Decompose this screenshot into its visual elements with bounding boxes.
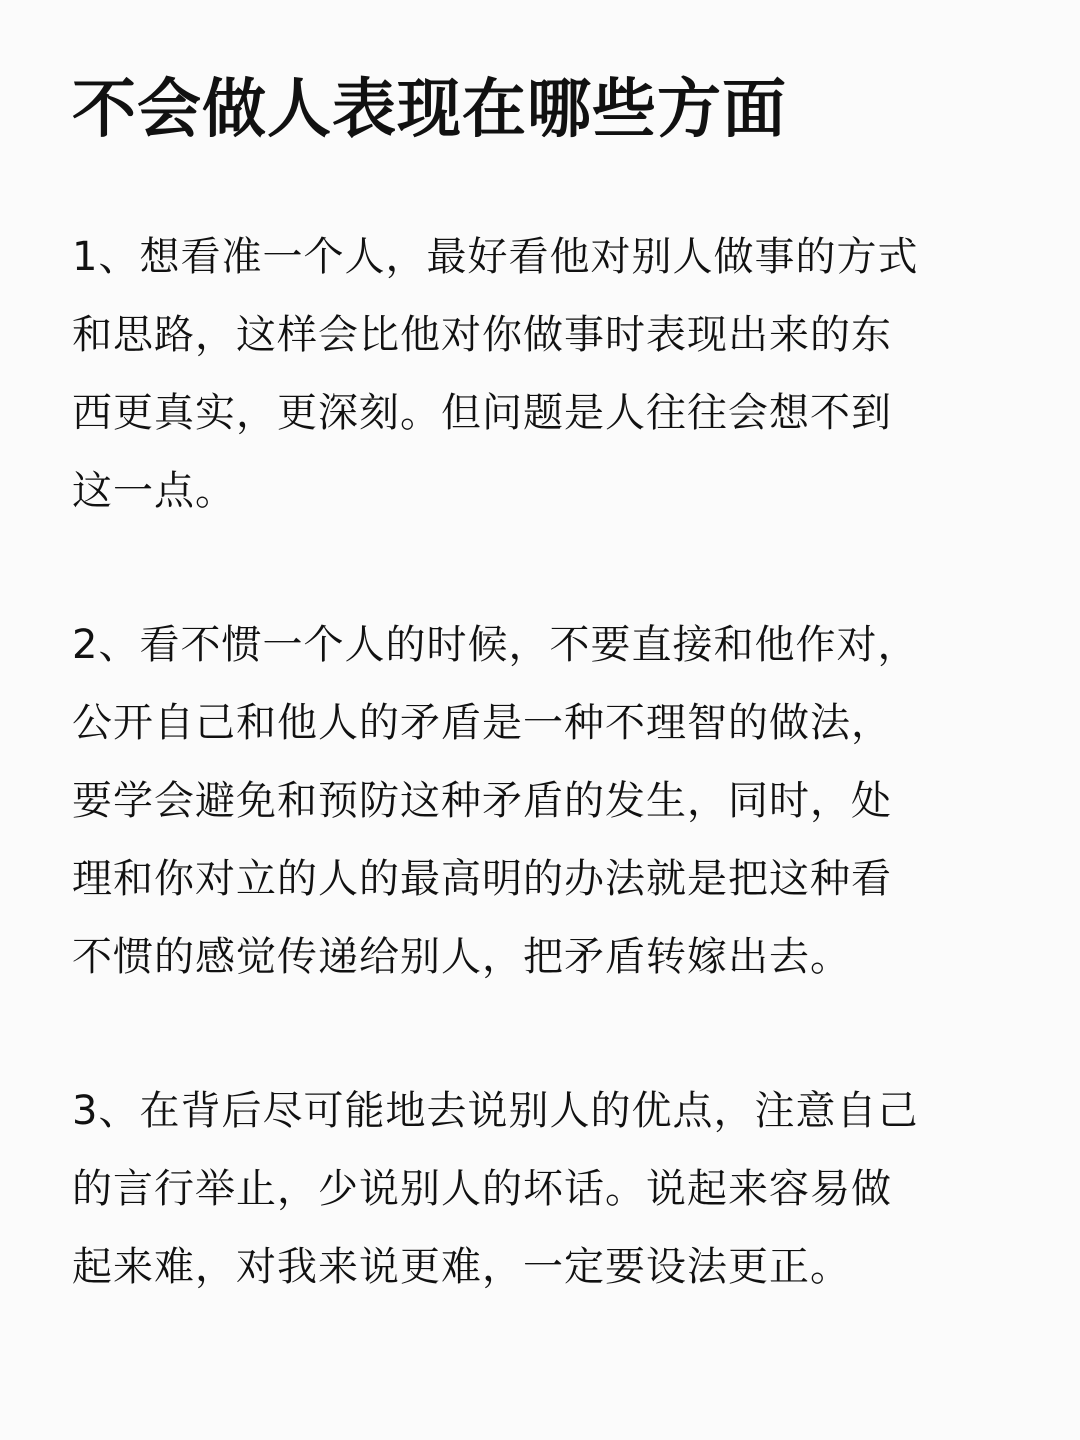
section-3-line-1: 3、在背后尽可能地去说别人的优点，注意自己 (72, 1088, 919, 1134)
section-2-line-4: 理和你对立的人的最高明的办法就是把这种看 (72, 856, 892, 902)
page-title: 不会做人表现在哪些方面 (72, 73, 787, 147)
section-3-line-3: 起来难，对我来说更难，一定要设法更正。 (72, 1244, 851, 1290)
section-3-line-2: 的言行举止，少说别人的坏话。说起来容易做 (72, 1166, 892, 1212)
section-2 (72, 606, 1008, 996)
section-1-line-2: 和思路，这样会比他对你做事时表现出来的东 (72, 312, 892, 358)
section-3 (72, 1072, 1008, 1306)
section-1-line-3: 西更真实，更深刻。但问题是人往往会想不到 (72, 390, 892, 436)
section-2-line-3: 要学会避免和预防这种矛盾的发生，同时，处 (72, 778, 892, 824)
section-2-line-5: 不惯的感觉传递给别人，把矛盾转嫁出去。 (72, 934, 851, 980)
section-1-line-4: 这一点。 (72, 468, 236, 514)
section-2-line-1: 2、看不惯一个人的时候，不要直接和他作对， (72, 622, 919, 668)
section-2-line-2: 公开自己和他人的矛盾是一种不理智的做法， (72, 700, 892, 746)
section-1-line-1: 1、想看准一个人，最好看他对别人做事的方式 (72, 234, 919, 280)
section-1 (72, 218, 1008, 530)
